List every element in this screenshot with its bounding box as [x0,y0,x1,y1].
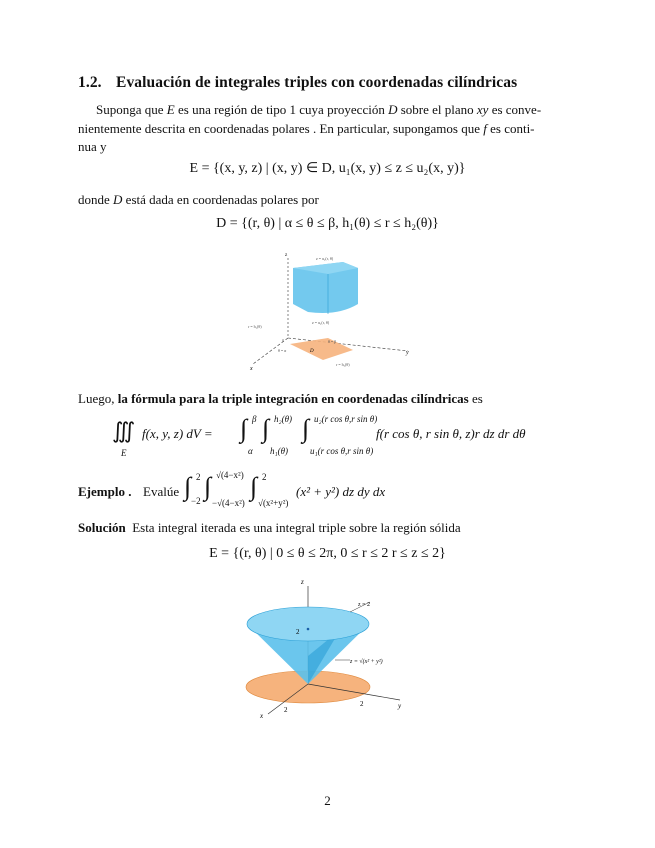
label-y-two: 2 [360,700,364,708]
intro-text: nientemente descrita en coordenadas polares . En particular, supongamos que [78,121,484,136]
label-theta-alpha: θ = α [278,348,287,353]
equation-E: E = {(x, y, z) | (x, y) ∈ D, u₁(x, y) ≤ z ≤ u₂(x, y)} [189,161,466,176]
label-cone: z = √(x² + y²) [350,659,383,665]
intro-text: es conti- [486,121,535,136]
ejemplo-integral-3: ∫ [250,472,258,501]
figure-cone-region [240,572,420,722]
donde-text: donde [78,192,114,207]
ejemplo-label: Ejemplo . [78,484,132,499]
triple-integral-sign: ∭ [112,418,136,443]
ejemplo-integral-2: ∫ [204,472,212,501]
ejemplo-upper-2: √(4−x²) [216,470,244,480]
label-x-two: 2 [284,706,288,714]
math-D: D [388,102,398,117]
intro-line-3 [78,137,578,156]
intro-text: es una región de tipo 1 cuya proyección [174,102,389,117]
page-number: 2 [324,793,331,808]
ejemplo-integrand: (x² + y²) dz dy dx [296,484,386,499]
x-axis-label: x [260,712,264,720]
section-title: Evaluación de integrales triples con coordenadas cilíndricas [116,74,518,91]
figure-1-svg [228,246,428,376]
ejemplo-lower-3: √(x²+y²) [258,498,289,508]
upper-beta: β [252,414,257,424]
label-theta-beta: θ = β [328,339,337,344]
integral-theta: ∫ [240,414,248,443]
math-E: E [166,102,175,117]
cylindrical-formula [112,414,552,462]
figure-cylindrical-region [228,246,428,376]
luego-line [78,389,578,408]
label-origin: 0 [282,338,284,343]
solucion-label: Solución [78,520,126,535]
z-axis-label: z [301,578,304,586]
intro-paragraph [78,100,578,119]
label-two-z: 2 [296,628,300,636]
equation-E2: E = {(r, θ) | 0 ≤ θ ≤ 2π, 0 ≤ r ≤ 2 r ≤ z ≤ 2} [209,546,446,561]
luego-text: Luego, [78,391,118,406]
formula-integrand: f(r cos θ, r sin θ, z)r dz dr dθ [376,426,526,441]
region-subscript: E [121,448,127,458]
section-number: 1.2. [78,74,102,91]
ejemplo-lower-2: −√(4−x²) [212,498,245,508]
x-axis-label: x [250,366,253,372]
solucion-text: Esta integral iterada es una integral triple sobre la región sólida [132,520,461,535]
section-heading [78,74,517,92]
ejemplo-lower-1: −2 [191,496,201,506]
region-D [290,338,353,360]
cone-top [247,607,369,641]
y-axis-label: y [406,350,409,356]
point-z2 [307,628,310,631]
integral-r: ∫ [262,414,270,443]
upper-h2: h₂(θ) [274,414,293,424]
region-D-label: D [310,349,314,354]
label-bottom-surface: z = u₁(r, θ) [312,320,330,325]
intro-text: es conve- [488,102,542,117]
intro-text: sobre el plano [397,102,477,117]
ejemplo-text: Evalúe [143,484,180,499]
intro-line-2 [78,119,578,138]
lower-h1: h₁(θ) [270,446,289,456]
z-axis-label: z [285,253,288,258]
figure-2-svg [240,572,420,722]
lower-alpha: α [248,446,253,456]
upper-u2: u₂(r cos θ,r sin θ) [314,414,378,424]
label-r-h2: r = h₂(θ) [336,362,350,367]
donde-text: está dada en coordenadas polares por [122,192,319,207]
solucion-line [78,518,578,537]
intro-text: Suponga que [96,102,167,117]
ejemplo-upper-3: 2 [262,472,267,482]
donde-line [78,190,578,209]
ejemplo-upper-1: 2 [196,472,201,482]
label-top-surface: z = u₂(r, θ) [316,256,334,261]
intro-text: nua y [78,139,107,154]
math-D: D [113,192,123,207]
luego-bold-text: la fórmula para la triple integración en coordenadas cilíndricas [117,391,469,406]
math-f: f [483,121,487,136]
math-xy: xy [476,102,489,117]
luego-text: es [468,391,483,406]
y-axis-label: y [398,702,402,710]
lower-u1: u₁(r cos θ,r sin θ) [310,446,374,456]
ejemplo-block [78,470,558,510]
label-r-h1: r = h₁(θ) [248,324,262,329]
label-top-plane: z = 2 [358,602,371,608]
ejemplo-integral-1: ∫ [184,472,192,501]
formula-lhs: f(x, y, z) dV = [142,426,213,441]
integral-z: ∫ [302,414,310,443]
equation-D: D = {(r, θ) | α ≤ θ ≤ β, h₁(θ) ≤ r ≤ h₂(θ)} [216,216,439,231]
